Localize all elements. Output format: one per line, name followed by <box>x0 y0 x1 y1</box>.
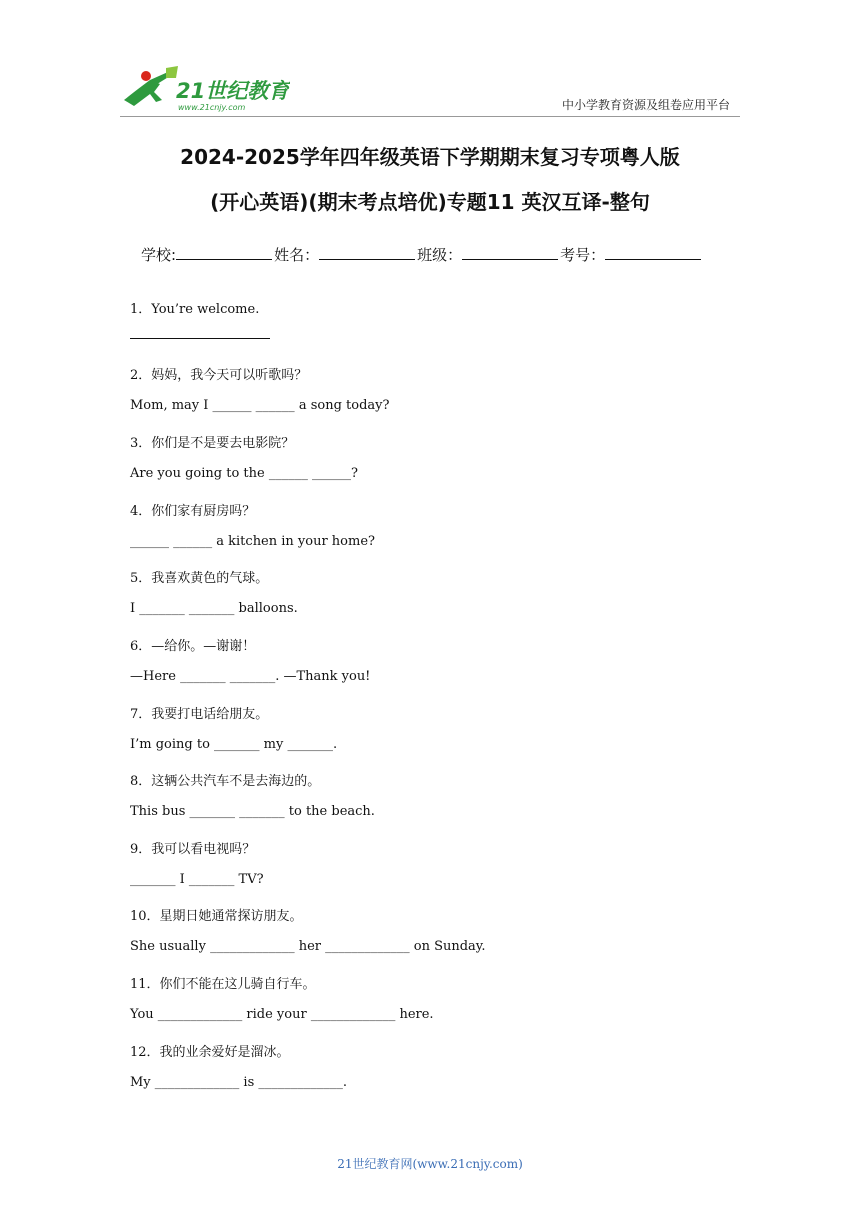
question-12-prompt: 12．我的业余爱好是溜冰。 <box>130 1045 290 1060</box>
question-3-answer: Are you going to the ______ ______? <box>130 466 358 481</box>
question-3-prompt: 3．你们是不是要去电影院？ <box>130 436 295 451</box>
question-8-prompt: 8．这辆公共汽车不是去海边的。 <box>130 774 321 789</box>
question-8-answer: This bus _______ _______ to the beach. <box>130 804 375 819</box>
logo-text: 21世纪教育 <box>176 79 290 103</box>
exam-no-field[interactable] <box>605 245 701 260</box>
school-field[interactable] <box>176 245 272 260</box>
question-12-answer: My _____________ is _____________. <box>130 1075 348 1090</box>
question-7-answer: I’m going to _______ my _______. <box>130 737 338 752</box>
question-10-answer: She usually _____________ her _____________ on Sunday. <box>130 939 486 954</box>
question-2-prompt: 2．妈妈，我今天可以听歌吗？ <box>130 368 308 383</box>
page-header <box>120 64 740 117</box>
class-label: 班级： <box>417 246 463 264</box>
question-6-answer: —Here _______ _______. —Thank you! <box>130 669 371 684</box>
question-1-prompt: 1．You’re welcome. <box>130 302 260 317</box>
doc-title-line-2: (开心英语)(期末考点培优)专题11 英汉互译-整句 <box>210 190 650 214</box>
question-11-answer: You _____________ ride your _____________ here. <box>130 1007 434 1022</box>
question-5-answer: I _______ _______ balloons. <box>130 601 298 616</box>
question-1-answer-line[interactable] <box>130 338 270 339</box>
logo-21cnjy <box>120 66 290 114</box>
question-4-answer: ______ ______ a kitchen in your home? <box>130 534 376 549</box>
logo-url: www.21cnjy.com <box>178 103 246 112</box>
student-info-row <box>141 244 741 265</box>
school-label: 学校: <box>141 246 177 264</box>
page-footer[interactable]: 21世纪教育网(www.21cnjy.com) <box>337 1157 523 1171</box>
question-4-prompt: 4．你们家有厨房吗？ <box>130 504 256 519</box>
doc-title-line-1: 2024-2025学年四年级英语下学期期末复习专项粤人版 <box>180 145 680 169</box>
name-label: 姓名： <box>274 246 320 264</box>
name-field[interactable] <box>319 245 415 260</box>
class-field[interactable] <box>462 245 558 260</box>
exam-no-label: 考号： <box>560 246 606 264</box>
platform-name: 中小学教育资源及组卷应用平台 <box>561 98 730 112</box>
question-9-answer: _______ I _______ TV? <box>130 872 264 887</box>
question-5-prompt: 5．我喜欢黄色的气球。 <box>130 571 269 586</box>
question-10-prompt: 10．星期日她通常探访朋友。 <box>130 909 303 924</box>
question-2-answer: Mom, may I ______ ______ a song today? <box>130 398 390 413</box>
question-9-prompt: 9．我可以看电视吗？ <box>130 842 256 857</box>
question-7-prompt: 7．我要打电话给朋友。 <box>130 707 269 722</box>
runner-icon <box>124 66 178 106</box>
question-11-prompt: 11．你们不能在这儿骑自行车。 <box>130 977 316 992</box>
question-6-prompt: 6．—给你。—谢谢！ <box>130 639 256 654</box>
